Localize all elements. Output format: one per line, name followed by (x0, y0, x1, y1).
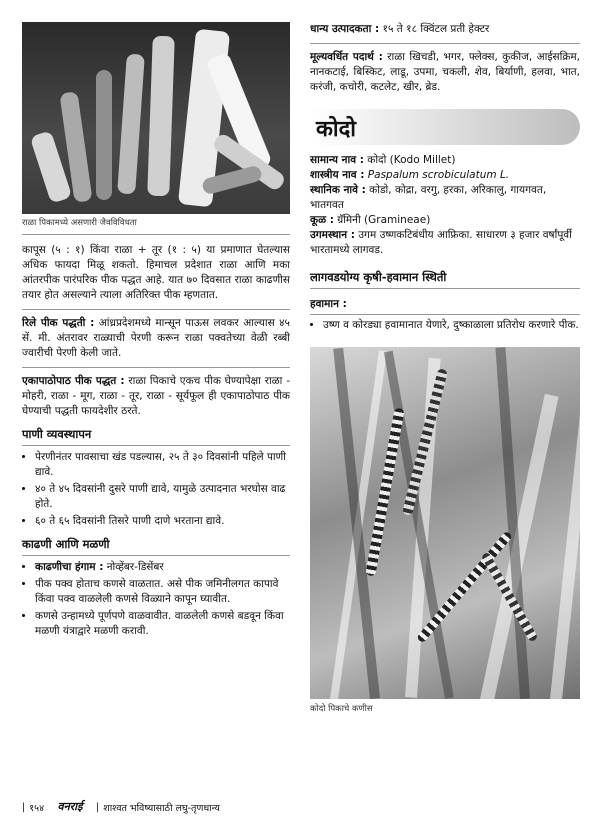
origin-label: उगमस्थान : (310, 229, 355, 241)
divider (22, 367, 290, 368)
page-number: १५४ (29, 802, 45, 814)
climate-heading: लागवडयोग्य कृषी-हवामान स्थिती (310, 270, 580, 289)
list-item (35, 560, 290, 575)
yield-value: १५ ते १८ क्विंटल प्रती हेक्टर (382, 23, 490, 35)
millet-diversity-photo (22, 22, 290, 214)
origin-value: उगम उष्णकटिबंधीय आफ्रिका. साधारण ३ हजार वर्षांपूर्वी भारतामध्ये लागवड. (310, 229, 572, 256)
scientific-name-label: शास्त्रीय नाव : (310, 169, 365, 181)
sequence-paragraph (22, 374, 290, 419)
weather-label: हवामान : (310, 297, 580, 315)
family-label: कूळ : (310, 214, 334, 226)
relay-label: रिले पीक पद्धती : (22, 317, 95, 329)
left-column (22, 22, 290, 641)
sequence-label: एकापाठोपाठ पीक पद्धत : (22, 375, 125, 387)
list-item: • पीक पक्व होताच कणसे वाळतात. असे पीक जमिनीलगत कापावे किंवा पक्व वाळलेली कणसे विळ्याने कापून घ्यावीत. (35, 577, 290, 607)
value-added-paragraph (310, 50, 580, 95)
common-name-label: सामान्य नाव : (310, 154, 364, 166)
list-item: • उष्ण व कोरड्या हवामानात येणारे, दुष्काळाला प्रतिरोध करणारे पीक. (323, 318, 580, 333)
common-name-row (310, 153, 580, 168)
right-column (310, 22, 580, 714)
sequence-text: राळा पिकाचे एकच पीक घेण्यापेक्षा राळा - मोहरी, राळा - मूग, राळा - तूर, राळा - सूर्यफूल ही एकापाठोपाठ पीक घेण्याची पद्धती फायदेशीर ठरते. (22, 375, 290, 417)
yield-line (310, 22, 580, 37)
list-item: • ६० ते ६५ दिवसांनी तिसरे पाणी दाणे भरताना द्यावे. (35, 514, 290, 529)
scientific-name-row (310, 168, 580, 183)
relay-paragraph (22, 316, 290, 361)
relay-text: आंध्रप्रदेशमध्ये मान्सून पाऊस लवकर आल्यास ४५ सें. मी. अंतरावर राळ्याची पेरणी करून राळा पक्वतेच्या वेळी रब्बी ज्वारीची पेरणी केली जाते. (22, 317, 290, 359)
family-row (310, 213, 580, 228)
page-footer: | १५४ वनराई | शाश्वत भविष्यासाठी लघु-तृणधान्य (22, 796, 582, 818)
list-item: • कणसे उन्हामध्ये पूर्णपणे वाळवावीत. वाळलेली कणसे बडवून किंवा मळणी यंत्राद्वारे मळणी करावी. (35, 609, 290, 639)
divider (22, 309, 290, 310)
crop-info (310, 153, 580, 258)
local-names-label: स्थानिक नावे : (310, 184, 366, 196)
divider (310, 43, 580, 44)
weather-list (310, 318, 580, 333)
yield-label: धान्य उत्पादकता : (310, 23, 380, 35)
left-photo-caption: राळा पिकामध्ये असणारी जैवविविधता (22, 217, 290, 235)
water-list (22, 450, 290, 529)
local-names-row (310, 183, 580, 213)
intro-paragraph: कापूस (५ : १) किंवा राळा + तूर (१ : ५) या प्रमाणात घेतल्यास अधिक फायदा मिळू शकतो. हिमाचल प्रदेशात राळा आणि मका आंतरपीक पारंपरिक पीक पद्धत आहे. यात ७० दिवसात राळा काढणीस तयार होत असल्याने त्याला अतिरिक्त पीक म्हणतात. (22, 244, 290, 301)
harvest-list (22, 560, 290, 639)
scientific-name-value: Paspalum scrobiculatum L. (367, 169, 510, 181)
harvest-season-value: नोव्हेंबर-डिसेंबर (106, 561, 164, 573)
crop-title-banner (310, 109, 580, 145)
harvest-heading: काढणी आणि मळणी (22, 537, 290, 556)
kodo-plant-photo (310, 347, 580, 699)
common-name-value: कोदो (Kodo Millet) (367, 154, 456, 166)
water-management-heading: पाणी व्यवस्थापन (22, 427, 290, 446)
list-item: • ४० ते ४५ दिवसांनी दुसरे पाणी द्यावे, यामुळे उत्पादनात भरघोस वाढ होते. (35, 482, 290, 512)
family-value: ग्रॅमिनी (Gramineae) (337, 214, 431, 226)
harvest-season-label: काढणीचा हंगाम : (35, 561, 104, 573)
value-added-text: राळा खिचडी, भगर, फ्लेक्स, कुकीज, आईसक्रिम, नानकटाई, बिस्किट, लाडू, उपमा, चकली, शेव, बिर्याणी, हलवा, भात, करंजी, कचोरी, कटलेट, खीर, ब्रेड. (310, 51, 581, 93)
origin-row (310, 228, 580, 258)
crop-title: कोदो (316, 117, 356, 142)
list-item: • पेरणीनंतर पावसाचा खंड पडल्यास, २५ ते ३० दिवसांनी पहिले पाणी द्यावे. (35, 450, 290, 480)
right-photo-caption: कोदो पिकाचे कणीस (310, 704, 373, 714)
vanrai-logo-icon: वनराई (57, 800, 83, 813)
local-names-value: कोडो, कोद्रा, वरगु, हरका, अरिकालु, गायगवत, भातगवत (310, 184, 547, 211)
value-added-label: मूल्यवर्धित पदार्थ : (310, 51, 383, 63)
footer-title: शाश्वत भविष्यासाठी लघु-तृणधान्य (103, 802, 220, 814)
